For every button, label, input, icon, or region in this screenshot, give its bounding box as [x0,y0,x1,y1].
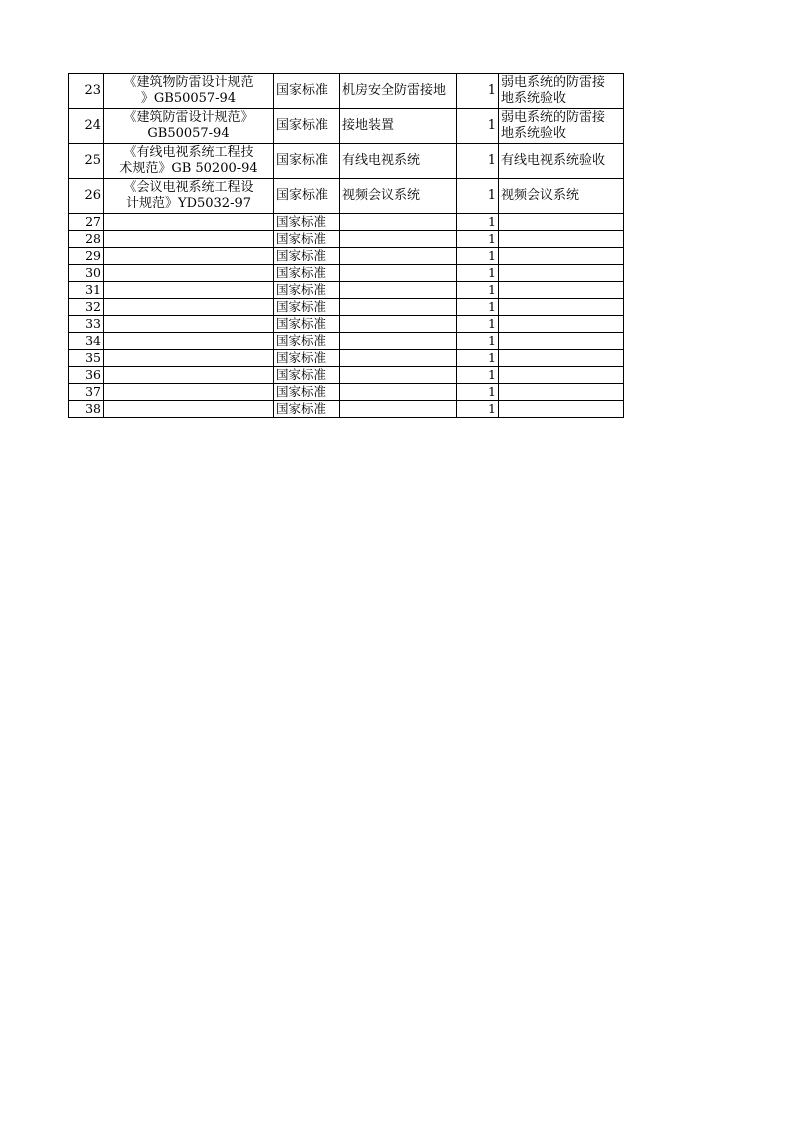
usage-cell[interactable] [499,401,624,418]
standard-name-cell[interactable] [104,179,274,214]
row-number-cell[interactable]: 32 [69,299,104,316]
count-cell[interactable]: 1 [457,333,499,350]
standard-type-cell[interactable]: 国家标准 [274,282,340,299]
usage-cell[interactable] [499,316,624,333]
standard-name-cell[interactable] [104,316,274,333]
inspection-item-cell[interactable]: 机房安全防雷接地 [340,74,457,109]
standard-name-line: 》GB50057-94 [140,91,237,106]
count-cell[interactable]: 1 [457,214,499,231]
count-cell[interactable]: 1 [457,384,499,401]
row-number-cell[interactable]: 24 [69,109,104,144]
row-number-cell[interactable]: 31 [69,282,104,299]
inspection-item-cell[interactable]: 接地装置 [340,109,457,144]
inspection-item-cell[interactable] [340,367,457,384]
table-row [69,333,624,350]
standard-type-cell[interactable]: 国家标准 [274,265,340,282]
standard-name-line: 计规范》YD5032-97 [125,196,252,211]
table-row [69,214,624,231]
table-row [69,265,624,282]
usage-cell[interactable] [499,214,624,231]
row-number-cell[interactable]: 37 [69,384,104,401]
standard-name-cell[interactable] [104,299,274,316]
usage-line: 弱电系统的防雷接 [501,110,606,125]
standards-table [68,73,624,418]
inspection-item-cell[interactable] [340,299,457,316]
standard-name-cell[interactable] [104,350,274,367]
usage-cell[interactable] [499,248,624,265]
standard-name-cell[interactable] [104,333,274,350]
usage-cell[interactable]: 视频会议系统 [499,179,624,214]
standard-name-line: 《有线电视系统工程技 [123,145,254,160]
inspection-item-cell[interactable] [340,214,457,231]
row-number-cell[interactable]: 36 [69,367,104,384]
usage-cell[interactable] [499,384,624,401]
standard-type-cell[interactable]: 国家标准 [274,248,340,265]
usage-cell[interactable] [499,367,624,384]
standard-name-cell[interactable] [104,109,274,144]
usage-cell[interactable] [499,231,624,248]
table-row [69,179,624,214]
count-cell[interactable]: 1 [457,265,499,282]
standard-type-cell[interactable]: 国家标准 [274,214,340,231]
usage-cell[interactable] [499,282,624,299]
standard-name-cell[interactable] [104,214,274,231]
inspection-item-cell[interactable] [340,384,457,401]
usage-cell[interactable]: 有线电视系统验收 [499,144,624,179]
inspection-item-cell[interactable] [340,316,457,333]
count-cell[interactable]: 1 [457,109,499,144]
count-cell[interactable]: 1 [457,401,499,418]
usage-line: 地系统验收 [501,91,567,106]
spreadsheet-page [68,73,624,418]
table-row [69,316,624,333]
standard-name-cell[interactable] [104,231,274,248]
standard-type-cell[interactable]: 国家标准 [274,384,340,401]
row-number-cell[interactable]: 26 [69,179,104,214]
inspection-item-cell[interactable] [340,231,457,248]
table-row [69,367,624,384]
standard-type-cell[interactable]: 国家标准 [274,316,340,333]
standard-name-line: GB50057-94 [147,126,230,141]
inspection-item-cell[interactable] [340,401,457,418]
row-number-cell[interactable]: 33 [69,316,104,333]
inspection-item-cell[interactable] [340,265,457,282]
count-cell[interactable]: 1 [457,74,499,109]
standard-type-cell[interactable]: 国家标准 [274,350,340,367]
row-number-cell[interactable]: 35 [69,350,104,367]
standard-type-cell[interactable]: 国家标准 [274,401,340,418]
count-cell[interactable]: 1 [457,350,499,367]
count-cell[interactable]: 1 [457,248,499,265]
standard-name-line: 《会议电视系统工程设 [123,180,254,195]
table-row [69,299,624,316]
count-cell[interactable]: 1 [457,367,499,384]
usage-cell[interactable] [499,265,624,282]
standard-type-cell[interactable]: 国家标准 [274,299,340,316]
table-row [69,401,624,418]
row-number-cell[interactable]: 29 [69,248,104,265]
usage-cell[interactable] [499,299,624,316]
count-cell[interactable]: 1 [457,179,499,214]
table-row [69,231,624,248]
count-cell[interactable]: 1 [457,144,499,179]
count-cell[interactable]: 1 [457,231,499,248]
row-number-cell[interactable]: 34 [69,333,104,350]
row-number-cell[interactable]: 23 [69,74,104,109]
row-number-cell[interactable]: 25 [69,144,104,179]
table-row [69,144,624,179]
table-row [69,282,624,299]
table-row [69,248,624,265]
table-row [69,109,624,144]
row-number-cell[interactable]: 38 [69,401,104,418]
row-number-cell[interactable]: 27 [69,214,104,231]
count-cell[interactable]: 1 [457,282,499,299]
standard-name-cell[interactable] [104,384,274,401]
inspection-item-cell[interactable]: 有线电视系统 [340,144,457,179]
standard-type-cell[interactable]: 国家标准 [274,333,340,350]
usage-line: 弱电系统的防雷接 [501,75,606,90]
count-cell[interactable]: 1 [457,316,499,333]
row-number-cell[interactable]: 28 [69,231,104,248]
usage-cell[interactable] [499,350,624,367]
standard-name-cell[interactable] [104,282,274,299]
usage-cell[interactable] [499,74,624,109]
row-number-cell[interactable]: 30 [69,265,104,282]
standard-name-cell[interactable] [104,367,274,384]
table-row [69,74,624,109]
standard-name-cell[interactable] [104,265,274,282]
standard-name-cell[interactable] [104,401,274,418]
standard-name-line: 《建筑物防雷设计规范 [123,75,254,90]
usage-line: 地系统验收 [501,126,567,141]
standard-type-cell[interactable]: 国家标准 [274,74,340,109]
standard-name-line: 《建筑防雷设计规范》 [123,110,254,125]
standard-type-cell[interactable]: 国家标准 [274,109,340,144]
standard-name-cell[interactable] [104,74,274,109]
standard-name-line: 术规范》GB 50200-94 [119,161,258,176]
table-row [69,384,624,401]
inspection-item-cell[interactable] [340,248,457,265]
standard-name-cell[interactable] [104,144,274,179]
standard-type-cell[interactable]: 国家标准 [274,367,340,384]
count-cell[interactable]: 1 [457,299,499,316]
standard-name-cell[interactable] [104,248,274,265]
usage-cell[interactable] [499,109,624,144]
inspection-item-cell[interactable]: 视频会议系统 [340,179,457,214]
usage-cell[interactable] [499,333,624,350]
standard-type-cell[interactable]: 国家标准 [274,144,340,179]
standards-table-body [69,74,624,418]
inspection-item-cell[interactable] [340,333,457,350]
table-row [69,350,624,367]
standard-type-cell[interactable]: 国家标准 [274,231,340,248]
inspection-item-cell[interactable] [340,350,457,367]
inspection-item-cell[interactable] [340,282,457,299]
standard-type-cell[interactable]: 国家标准 [274,179,340,214]
